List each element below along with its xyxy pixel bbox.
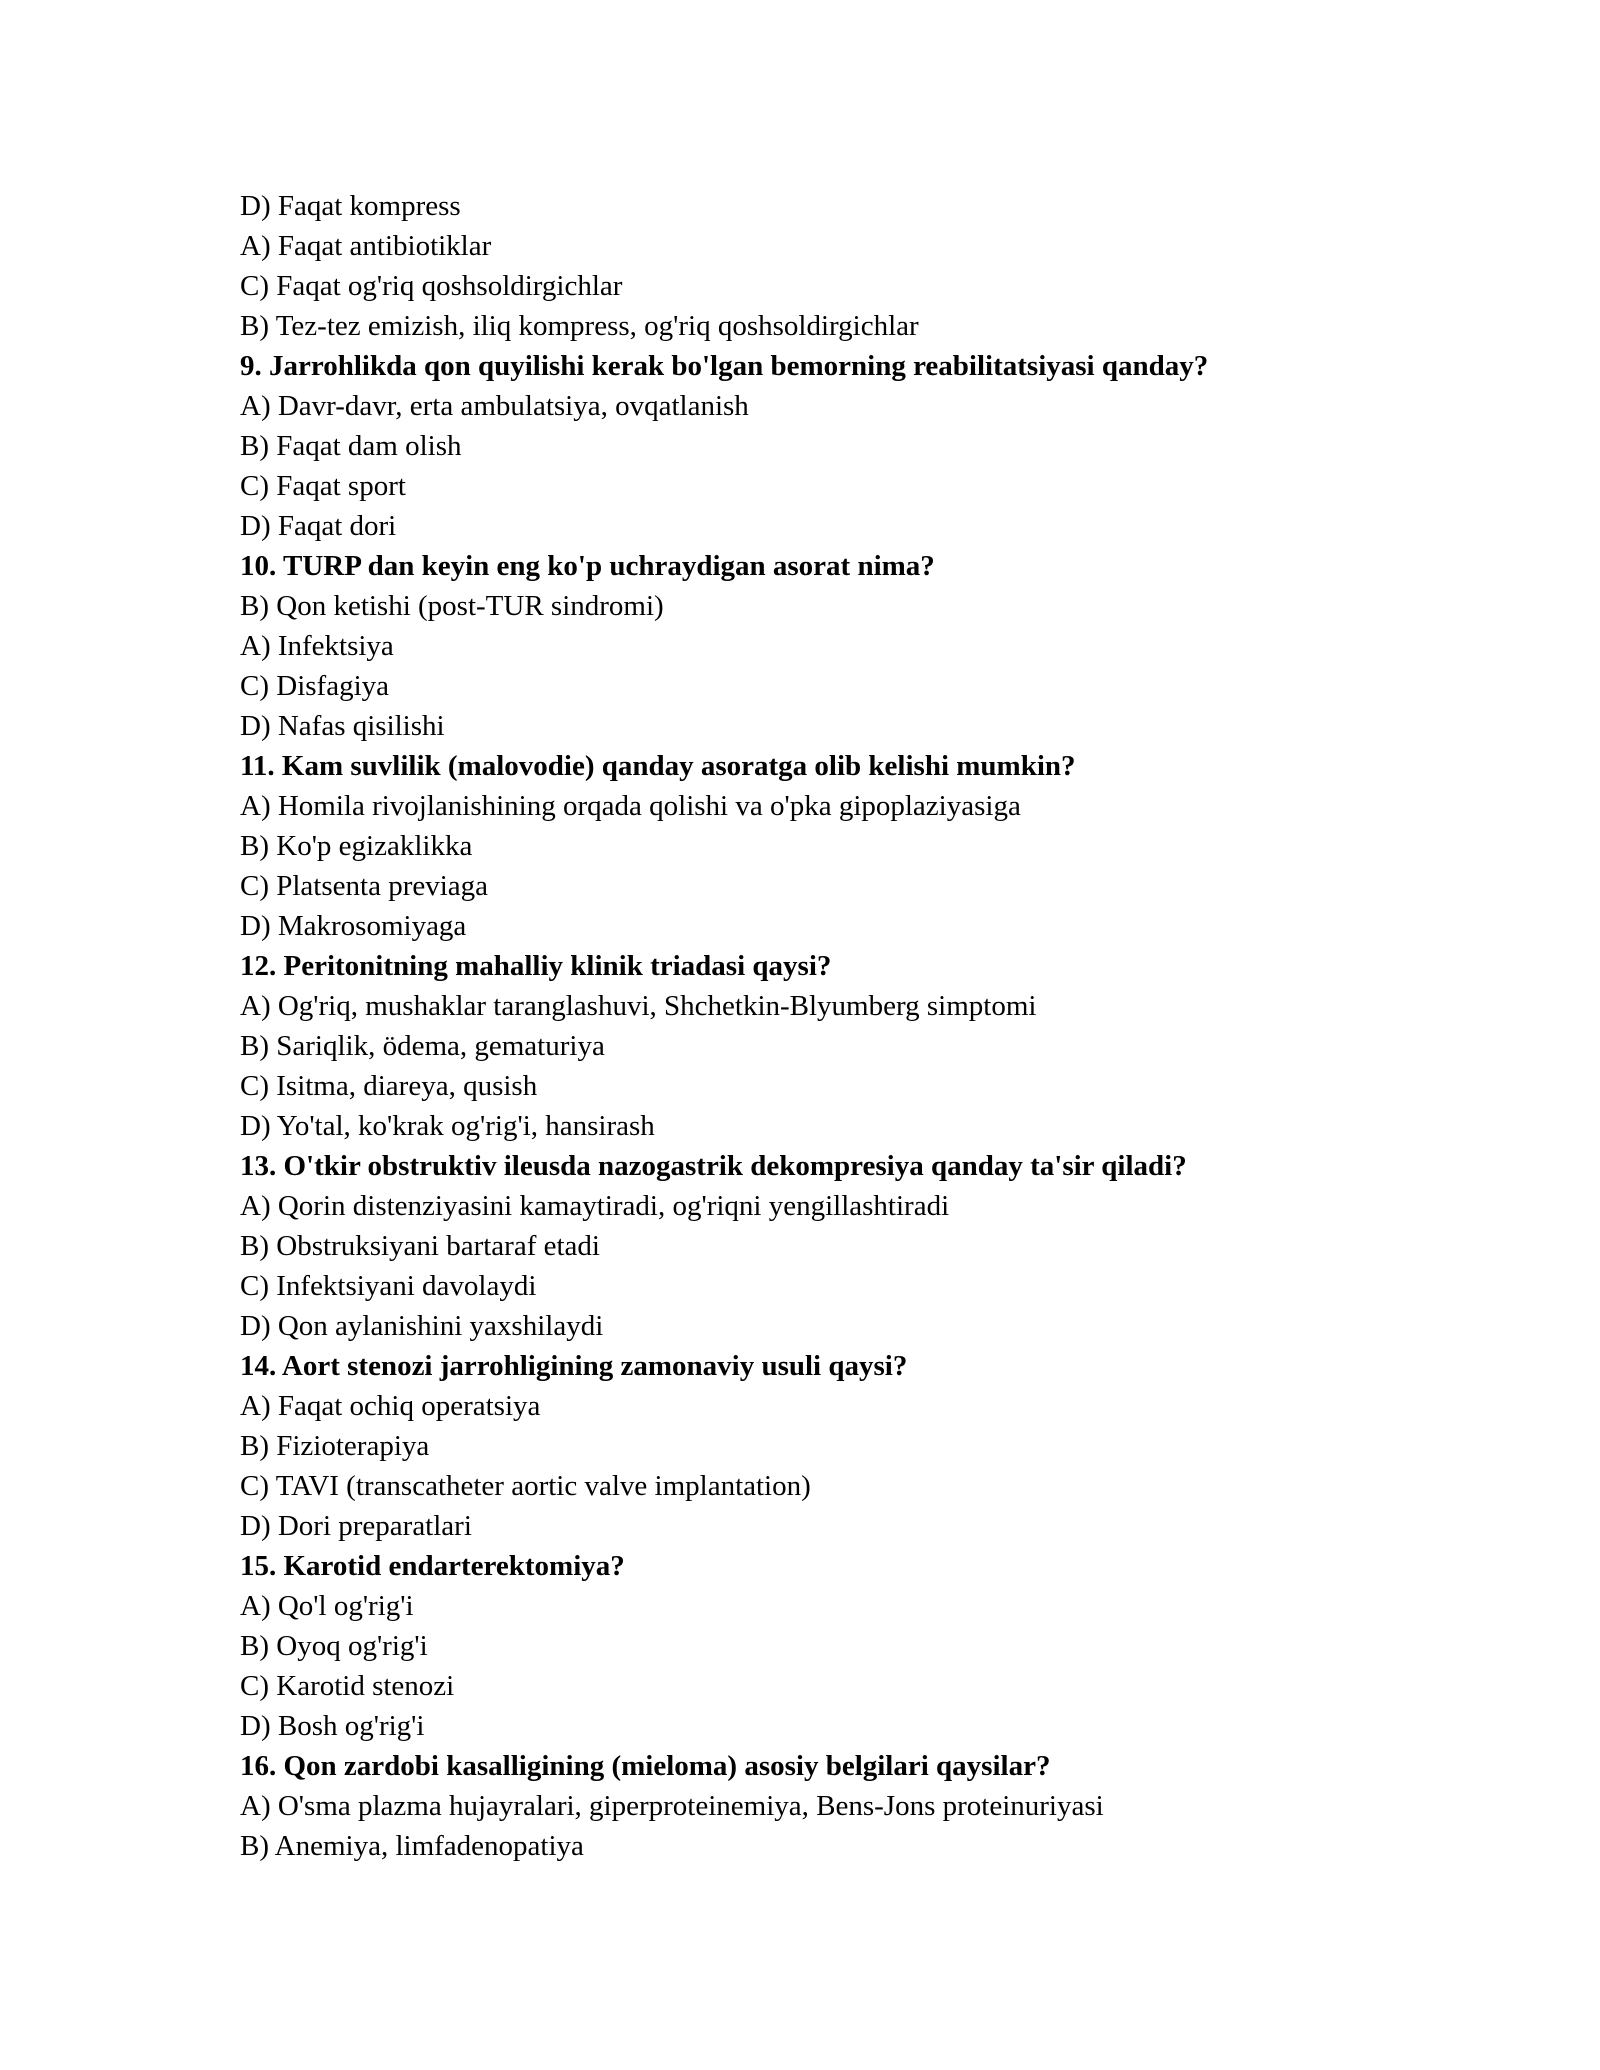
answer-option: D) Yo'tal, ko'krak og'rig'i, hansirash xyxy=(240,1110,655,1142)
question-text: 13. O'tkir obstruktiv ileusda nazogastrik dekompresiya qanday ta'sir qiladi? xyxy=(240,1150,1187,1182)
answer-option: C) TAVI (transcatheter aortic valve implantation) xyxy=(240,1470,811,1502)
answer-option: B) Faqat dam olish xyxy=(240,430,462,462)
answer-option: D) Faqat kompress xyxy=(240,190,461,222)
answer-option: D) Nafas qisilishi xyxy=(240,710,445,742)
answer-option: A) O'sma plazma hujayralari, giperproteinemiya, Bens-Jons proteinuriyasi xyxy=(240,1790,1104,1822)
answer-option: A) Og'riq, mushaklar taranglashuvi, Shchetkin-Blyumberg simptomi xyxy=(240,990,1037,1022)
answer-option: B) Anemiya, limfadenopatiya xyxy=(240,1830,584,1862)
answer-option: D) Faqat dori xyxy=(240,510,397,542)
answer-option: C) Infektsiyani davolaydi xyxy=(240,1270,537,1302)
answer-option: C) Platsenta previaga xyxy=(240,870,489,902)
question-text: 10. TURP dan keyin eng ko'p uchraydigan asorat nima? xyxy=(240,550,935,582)
question-text: 16. Qon zardobi kasalligining (mieloma) asosiy belgilari qaysilar? xyxy=(240,1750,1051,1782)
question-text: 12. Peritonitning mahalliy klinik triadasi qaysi? xyxy=(240,950,832,982)
answer-option: A) Faqat antibiotiklar xyxy=(240,230,492,262)
answer-option: B) Obstruksiyani bartaraf etadi xyxy=(240,1230,600,1262)
answer-option: D) Dori preparatlari xyxy=(240,1510,472,1542)
answer-option: A) Homila rivojlanishining orqada qolishi va o'pka gipoplaziyasiga xyxy=(240,790,1021,822)
question-text: 15. Karotid endarterektomiya? xyxy=(240,1550,625,1582)
answer-option: C) Karotid stenozi xyxy=(240,1670,455,1702)
answer-option: B) Sariqlik, ödema, gematuriya xyxy=(240,1030,605,1062)
answer-option: A) Qorin distenziyasini kamaytiradi, og'riqni yengillashtiradi xyxy=(240,1190,950,1222)
answer-option: C) Isitma, diareya, qusish xyxy=(240,1070,538,1102)
question-text: 14. Aort stenozi jarrohligining zamonaviy usuli qaysi? xyxy=(240,1350,908,1382)
answer-option: A) Infektsiya xyxy=(240,630,394,662)
answer-option: C) Disfagiya xyxy=(240,670,389,702)
answer-option: D) Bosh og'rig'i xyxy=(240,1710,425,1742)
answer-option: B) Ko'p egizaklikka xyxy=(240,830,473,862)
answer-option: B) Tez-tez emizish, iliq kompress, og'riq qoshsoldirgichlar xyxy=(240,310,919,342)
answer-option: A) Davr-davr, erta ambulatsiya, ovqatlanish xyxy=(240,390,749,422)
answer-option: A) Qo'l og'rig'i xyxy=(240,1590,414,1622)
answer-option: D) Qon aylanishini yaxshilaydi xyxy=(240,1310,604,1342)
answer-option: B) Fizioterapiya xyxy=(240,1430,430,1462)
answer-option: D) Makrosomiyaga xyxy=(240,910,467,942)
answer-option: C) Faqat og'riq qoshsoldirgichlar xyxy=(240,270,623,302)
answer-option: B) Qon ketishi (post-TUR sindromi) xyxy=(240,590,664,622)
answer-option: A) Faqat ochiq operatsiya xyxy=(240,1390,541,1422)
question-text: 11. Kam suvlilik (malovodie) qanday asoratga olib kelishi mumkin? xyxy=(240,750,1076,782)
answer-option: C) Faqat sport xyxy=(240,470,406,502)
question-text: 9. Jarrohlikda qon quyilishi kerak bo'lgan bemorning reabilitatsiyasi qanday? xyxy=(240,350,1209,382)
answer-option: B) Oyoq og'rig'i xyxy=(240,1630,428,1662)
document-body xyxy=(240,186,1440,1866)
